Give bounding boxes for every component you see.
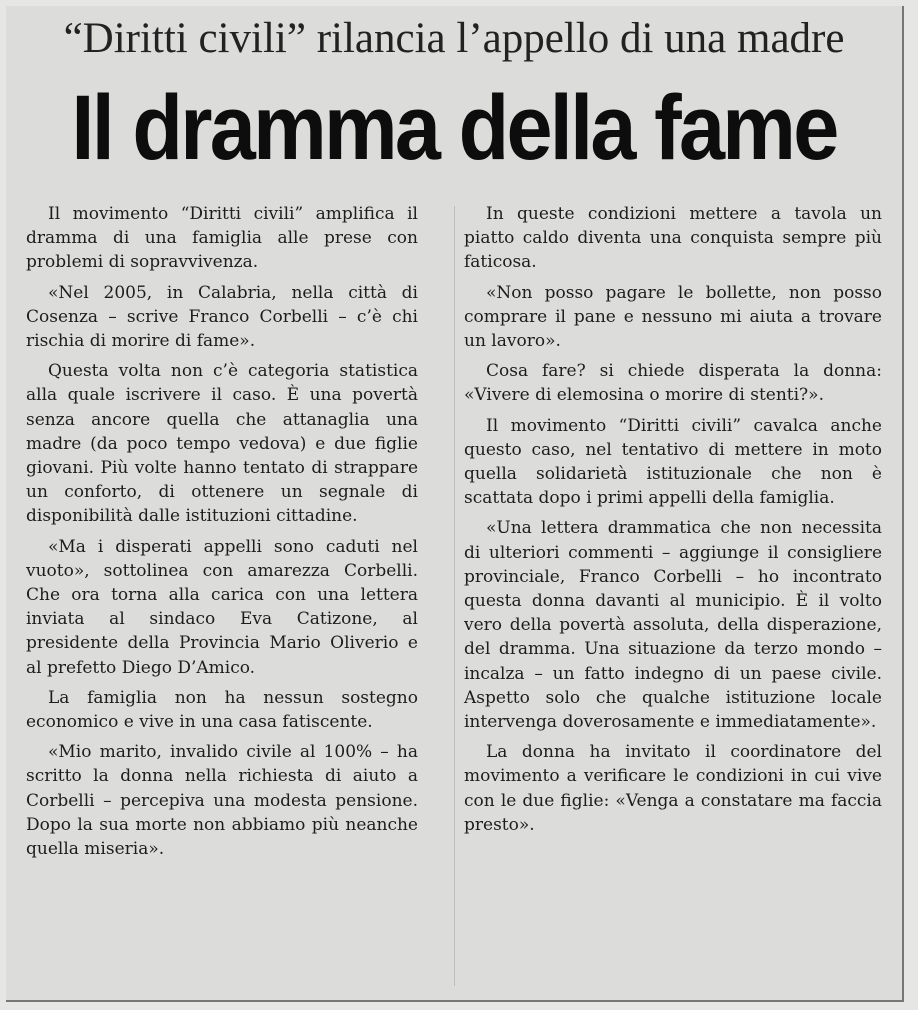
paragraph: Il movimento “Diritti civili” amplifica il dramma di una famiglia alle prese con problemi di sopravvivenza.: [26, 204, 418, 273]
paragraph: «Ma i disperati appelli sono caduti nel vuoto», sottolinea con amarezza Corbelli. Che ora torna alla carica con una lettera inviata al sindaco Eva Catizone, al presidente della Provincia Mario Oliverio e al prefetto Diego D’Amico.: [26, 536, 418, 678]
paragraph: «Non posso pagare le bollette, non posso comprare il pane e nessuno mi aiuta a trovare un lavoro».: [464, 282, 882, 352]
left-column: [26, 202, 418, 867]
paragraph: Questa volta non c’è categoria statistica alla quale iscrivere il caso. È una povertà senza ancore quella che attanaglia una madre (da poco tempo vedova) e due figlie giovani. Più volte hanno tentato di strappare un conforto, di ottenere un segnale di disponibilità dalle istituzioni cittadine.: [26, 361, 418, 527]
paragraph: In queste condizioni mettere a tavola un piatto caldo diventa una conquista sempre più faticosa.: [464, 204, 882, 273]
paragraph: La famiglia non ha nessun sostegno economico e vive in una casa fatiscente.: [26, 687, 418, 733]
paragraph: «Nel 2005, in Calabria, nella città di Cosenza – scrive Franco Corbelli – c’è chi rischia di morire di fame».: [26, 282, 418, 352]
article-kicker: “Diritti civili” rilancia l’appello di una madre: [63, 15, 845, 62]
paragraph: Cosa fare? si chiede disperata la donna: «Vivere di elemosina o morire di stenti?».: [464, 361, 882, 406]
article-headline: Il dramma della fame: [71, 77, 837, 179]
paragraph: Il movimento “Diritti civili” cavalca anche questo caso, nel tentativo di mettere in moto quella solidarietà istituzionale che non è scattata dopo i primi appelli della famiglia.: [464, 415, 882, 509]
paragraph: La donna ha invitato il coordinatore del movimento a verificare le condizioni in cui vive con le due figlie: «Venga a constatare ma faccia presto».: [464, 742, 882, 835]
newspaper-clipping: [6, 6, 904, 1002]
right-column: [464, 202, 882, 843]
column-divider: [454, 206, 455, 986]
paragraph: «Una lettera drammatica che non necessita di ulteriori commenti – aggiunge il consigliere provinciale, Franco Corbelli – ho incontrato questa donna davanti al municipio. È il volto vero della povertà assoluta, della disperazione, del dramma. Una situazione da terzo mondo – incalza – un fatto indegno di un paese civile. Aspetto solo che qualche istituzione locale intervenga doverosamente e immediatamente».: [464, 518, 882, 733]
paragraph: «Mio marito, invalido civile al 100% – ha scritto la donna nella richiesta di aiuto a Corbelli – percepiva una modesta pensione. Dopo la sua morte non abbiamo più neanche quella miseria».: [26, 742, 418, 860]
